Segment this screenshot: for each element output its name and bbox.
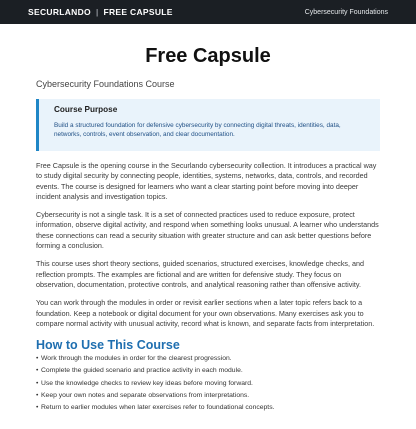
course-purpose-callout (36, 99, 380, 151)
body-paragraph: Cybersecurity is not a single task. It is a set of connected practices used to reduce exposure, protect information, observe digital activity, and respond when something looks unusual. A learner who understands these connections can read a security situation with greater structure and can ask better questions before forming a conclusion. (36, 210, 379, 251)
list-item-text: Work through the modules in order for the clearest progression. (41, 355, 232, 363)
list-item-text: Complete the guided scenario and practice activity in each module. (41, 367, 243, 375)
how-to-heading: How to Use This Course (36, 338, 180, 353)
list-item (36, 355, 380, 362)
top-bar (0, 0, 416, 24)
bullet-icon: • (36, 403, 39, 411)
brand[interactable] (28, 7, 173, 17)
body-paragraph: You can work through the modules in order or revisit earlier sections when a later topic refers back to a foundation. Keep a notebook or digital document for your own observations. Many exercises ask you to compare normal activity with unusual activity, record what is known, and separate facts from interpretation. (36, 298, 375, 328)
intro-paragraph: Free Capsule is the opening course in the Securlando cybersecurity collection. It introduces a practical way to study digital security by connecting people, identities, systems, networks, data, controls, and recorded events. The course is designed for learners who want a clear starting point before moving into deeper incident analysis and investigation topics. (36, 161, 377, 201)
list-item-text: Use the knowledge checks to review key ideas before moving forward. (41, 379, 253, 387)
list-item (36, 392, 380, 399)
how-to-list (36, 355, 380, 411)
product-name: FREE CAPSULE (103, 7, 173, 17)
course-category: Cybersecurity Foundations (304, 8, 388, 16)
bullet-icon: • (36, 355, 39, 363)
page-subtitle: Cybersecurity Foundations Course (36, 79, 175, 89)
brand-name: SECURLANDO (28, 7, 91, 17)
list-item (36, 404, 380, 411)
bullet-icon: • (36, 367, 39, 375)
body-paragraph: This course uses short theory sections, guided scenarios, structured exercises, knowledge checks, and reflection prompts. The examples are fictional and are written for defensive study. They focus on observation, documentation, protective controls, and analytical reasoning rather than offensive activity. (36, 259, 364, 289)
bullet-icon: • (36, 379, 39, 387)
brand-separator: | (95, 7, 99, 17)
main-content (0, 45, 416, 411)
bullet-icon: • (36, 391, 39, 399)
page-title: Free Capsule (145, 45, 271, 67)
course-purpose-text: Build a structured foundation for defensive cybersecurity by connecting digital threats, identities, data, networks, controls, event observation, and clear documentation. (54, 122, 341, 139)
list-item (36, 380, 380, 387)
list-item-text: Return to earlier modules when later exercises refer to foundational concepts. (41, 403, 275, 411)
course-purpose-heading: Course Purpose (54, 105, 118, 114)
list-item-text: Keep your own notes and separate observations from interpretations. (41, 391, 250, 399)
list-item (36, 367, 380, 374)
